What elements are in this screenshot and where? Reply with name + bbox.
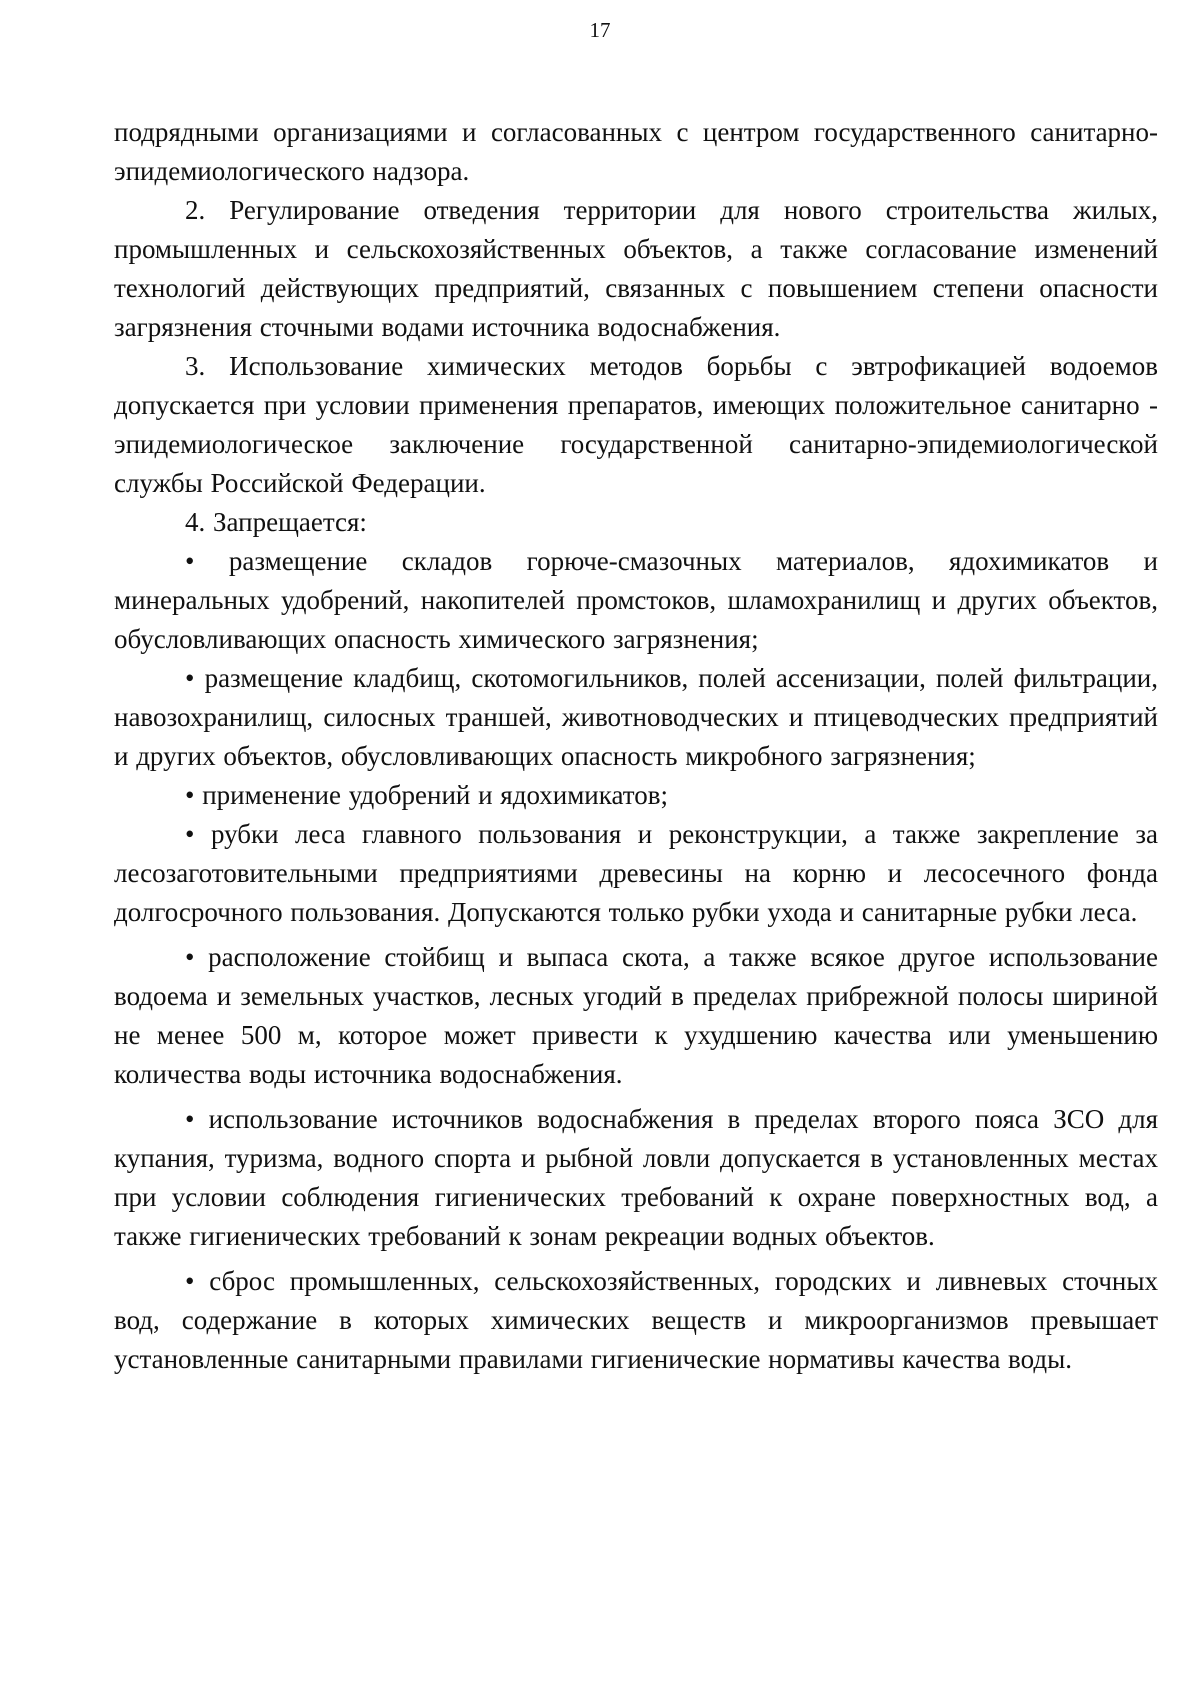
bullet-item-cemeteries: • размещение кладбищ, скотомогильников, полей ассенизации, полей фильтрации, навозохранилищ, силосных траншей, животноводческих и птицеводческих предприятий и других объектов, обусловливающих опасность микробного загрязнения; — [114, 663, 1158, 771]
bullet-item-chemical-storage: • размещение складов горюче-смазочных материалов, ядохимикатов и минеральных удобрений, накопителей промстоков, шламохранилищ и других объектов, обусловливающих опасность химического загрязнения; — [114, 546, 1158, 654]
bullet-item-recreation: • использование источников водоснабжения в пределах второго пояса ЗСО для купания, туризма, водного спорта и рыбной ловли допускается в установленных местах при условии соблюдения гигиенических требований к охране поверхностных вод, а также гигиенических требований к зонам рекреации водных объектов. — [114, 1104, 1158, 1251]
paragraph-item-2: 2. Регулирование отведения территории для нового строительства жилых, промышленных и сельскохозяйственных объектов, а также согласование изменений технологий действующих предприятий, связанных с повышением степени опасности загрязнения сточными водами источника водоснабжения. — [114, 195, 1158, 342]
paragraph-item-3: 3. Использование химических методов борьбы с эвтрофикацией водоемов допускается при условии применения препаратов, имеющих положительное санитарно - эпидемиологическое заключение государственной санитарно-эпидемиологической службы Российской Федерации. — [114, 351, 1158, 498]
paragraph-item-4-heading: 4. Запрещается: — [185, 507, 367, 537]
paragraph-continuation: подрядными организациями и согласованных с центром государственного санитарно-эпидемиологического надзора. — [114, 117, 1158, 186]
bullet-item-wastewater: • сброс промышленных, сельскохозяйственных, городских и ливневых сточных вод, содержание в которых химических веществ и микроорганизмов превышает установленные санитарными правилами гигиенические нормативы качества воды. — [114, 1266, 1158, 1374]
bullet-item-fertilizers: • применение удобрений и ядохимикатов; — [185, 780, 668, 810]
bullet-item-livestock: • расположение стойбищ и выпаса скота, а также всякое другое использование водоема и земельных участков, лесных угодий в пределах прибрежной полосы шириной не менее 500 м, которое может привести к ухудшению качества или уменьшению количества воды источника водоснабжения. — [114, 942, 1158, 1089]
document-body — [114, 113, 1158, 1379]
page-number: 17 — [589, 18, 611, 42]
bullet-item-logging: • рубки леса главного пользования и реконструкции, а также закрепление за лесозаготовительными предприятиями древесины на корню и лесосечного фонда долгосрочного пользования. Допускаются только рубки ухода и санитарные рубки леса. — [114, 819, 1158, 927]
